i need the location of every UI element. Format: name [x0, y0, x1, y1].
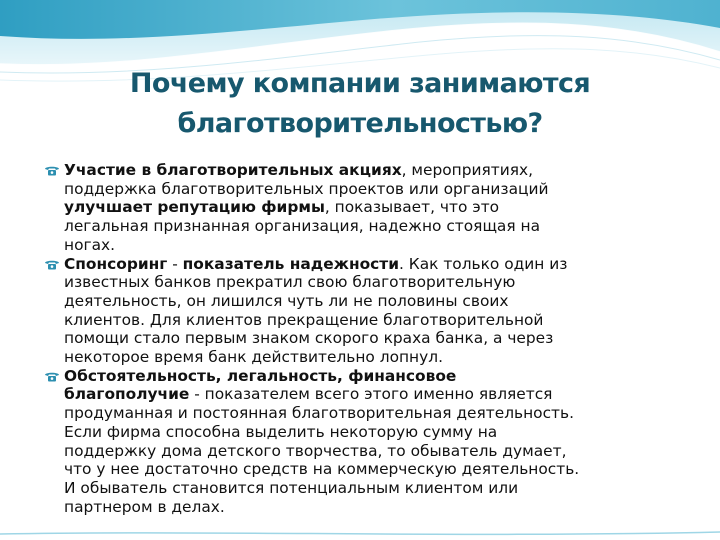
bullet-line: некоторое время банк действительно лопнул.	[64, 348, 443, 367]
bullet-line: легальная признанная организация, надежно стоящая на	[64, 217, 541, 236]
bullet-line: поддержку дома детского творчества, то обыватель думает,	[64, 441, 567, 460]
bullet-item	[42, 367, 682, 517]
bullet-item	[42, 161, 682, 255]
bullet-line: И обыватель становится потенциальным клиентом или	[64, 478, 519, 497]
bullet-list	[42, 161, 682, 516]
bullet-line: улучшает репутацию фирмы, показывает, что это	[64, 198, 500, 217]
bullet-line: помощи стало первым знаком скорого краха банка, а через	[64, 329, 554, 348]
telephone-icon	[44, 371, 60, 382]
slide-title-line: Почему компании занимаются	[129, 68, 591, 99]
bullet-line: Обстоятельность, легальность, финансовое	[64, 366, 457, 385]
bullet-line: известных банков прекратил свою благотворительную	[64, 273, 516, 292]
footer-wave-decoration	[0, 528, 720, 540]
bullet-line: что у нее достаточно средств на коммерческую деятельность.	[64, 460, 580, 479]
bullet-line: поддержка благотворительных проектов или организаций	[64, 179, 549, 198]
slide-title	[60, 64, 660, 144]
slide-title-line: благотворительностью?	[177, 108, 543, 139]
bullet-item	[42, 255, 682, 367]
bullet-line: клиентов. Для клиентов прекращение благотворительной	[64, 310, 544, 329]
bullet-line: Если фирма способна выделить некоторую сумму на	[64, 422, 498, 441]
bullet-line: Участие в благотворительных акциях, мероприятиях,	[64, 161, 533, 179]
bullet-line: деятельность, он лишился чуть ли не половины своих	[64, 291, 509, 310]
bullet-line: благополучие - показателем всего этого именно является	[64, 385, 553, 404]
bullet-line: продуманная и постоянная благотворительная деятельность.	[64, 404, 574, 423]
bullet-line: партнером в делах.	[64, 497, 225, 516]
bullet-line: Спонсоринг - показатель надежности. Как только один из	[64, 254, 568, 273]
bullet-line: ногах.	[64, 235, 115, 254]
telephone-icon	[44, 259, 60, 270]
telephone-icon	[44, 165, 60, 176]
